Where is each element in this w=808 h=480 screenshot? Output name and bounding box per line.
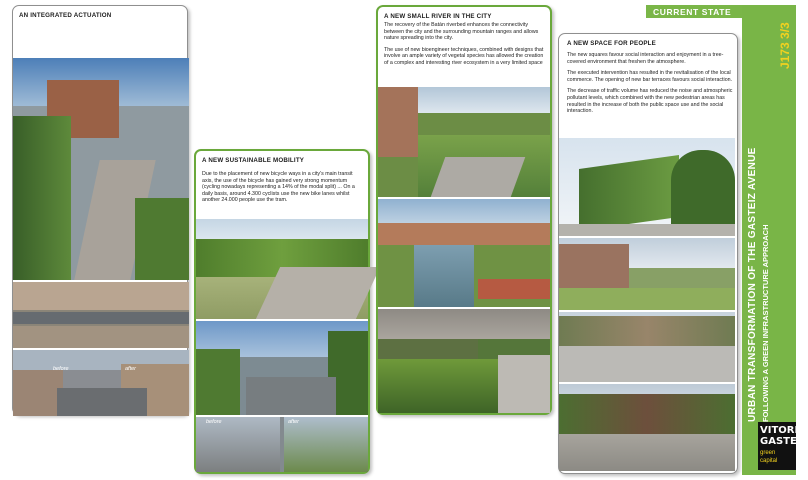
photo-bar-terraces bbox=[559, 384, 735, 471]
panel-paragraph: The decrease of traffic volume has reduced the noise and atmospheric pollutant levels, which combined with the new pedestrian areas has resulted in the increase of both the public space use and the social interaction. bbox=[567, 88, 733, 115]
after-label: after bbox=[125, 366, 137, 372]
current-state-label: CURRENT STATE bbox=[646, 5, 742, 18]
photo-aerial-before bbox=[13, 282, 189, 348]
panel-title: AN INTEGRATED ACTUATION bbox=[19, 12, 112, 19]
photo-street-before-after bbox=[13, 350, 189, 416]
photo-river-channel bbox=[378, 199, 550, 307]
panel-text bbox=[567, 52, 733, 120]
photo-street-before-after bbox=[196, 417, 368, 472]
panel-text: Due to the placement of new bicycle ways in a city's main transit axis, the use of the bicycle has gained very strong momentum (cycling nowadays representing a 14% of the modal split) ... On a daily basis, around 4.300 cyclists use the new bike lanes whilst another 24.000 people use the tram. bbox=[202, 171, 355, 204]
photo-riverbed-plants bbox=[378, 309, 550, 413]
panel-space-for-people bbox=[558, 33, 738, 474]
panel-paragraph: The use of new bioengineer techniques, combined with designs that involve an ample variety of vegetal species has allowed the creation of a complex and interesting river ecosystem in a very limited space bbox=[384, 46, 544, 66]
after-label: after bbox=[288, 419, 300, 425]
panel-integrated-actuation bbox=[12, 5, 188, 415]
panel-code: J173 3/3 bbox=[778, 22, 792, 70]
logo-text: VITORIA GASTEIZ bbox=[760, 425, 808, 447]
panel-paragraph: The executed intervention has resulted in the revitalisation of the local commerce. The opening of new bar terraces favours social interaction. bbox=[567, 70, 733, 83]
photo-green-wall-boulevard bbox=[13, 58, 189, 280]
photo-cyclists-tram-lane bbox=[196, 219, 368, 319]
photo-green-facade-building bbox=[559, 138, 735, 236]
panel-title: A NEW SUSTAINABLE MOBILITY bbox=[202, 157, 305, 164]
project-title bbox=[746, 92, 780, 422]
logo-tagline: green capital bbox=[760, 450, 778, 464]
panel-title: A NEW SPACE FOR PEOPLE bbox=[567, 40, 656, 47]
vitoria-gasteiz-logo bbox=[758, 422, 808, 470]
panel-text bbox=[384, 22, 546, 72]
panel-sustainable-mobility bbox=[194, 149, 370, 474]
project-title-line2: FOLLOWING A GREEN INFRASTRUCTURE APPROACH bbox=[761, 224, 770, 422]
photo-river-walkway-people bbox=[378, 87, 550, 197]
before-label: before bbox=[53, 366, 69, 372]
before-label: before bbox=[206, 419, 222, 425]
photo-tree-lined-square bbox=[559, 238, 735, 310]
photo-pedestrian-crossing bbox=[559, 312, 735, 382]
panel-paragraph: The new squares favour social interaction and enjoyment in a tree-covered environment that freshen the atmosphere. bbox=[567, 52, 724, 65]
project-title-line1: URBAN TRANSFORMATION OF THE GASTEIZ AVENUE bbox=[747, 147, 758, 422]
panel-small-river bbox=[376, 5, 552, 415]
panel-title: A NEW SMALL RIVER IN THE CITY bbox=[384, 13, 492, 20]
photo-cyclist-bike-lane bbox=[196, 321, 368, 415]
panel-paragraph: The recovery of the Batán riverbed enhances the connectivity between the city and the surrounding mountain ranges and allows nature spreading into the city. bbox=[384, 22, 539, 42]
